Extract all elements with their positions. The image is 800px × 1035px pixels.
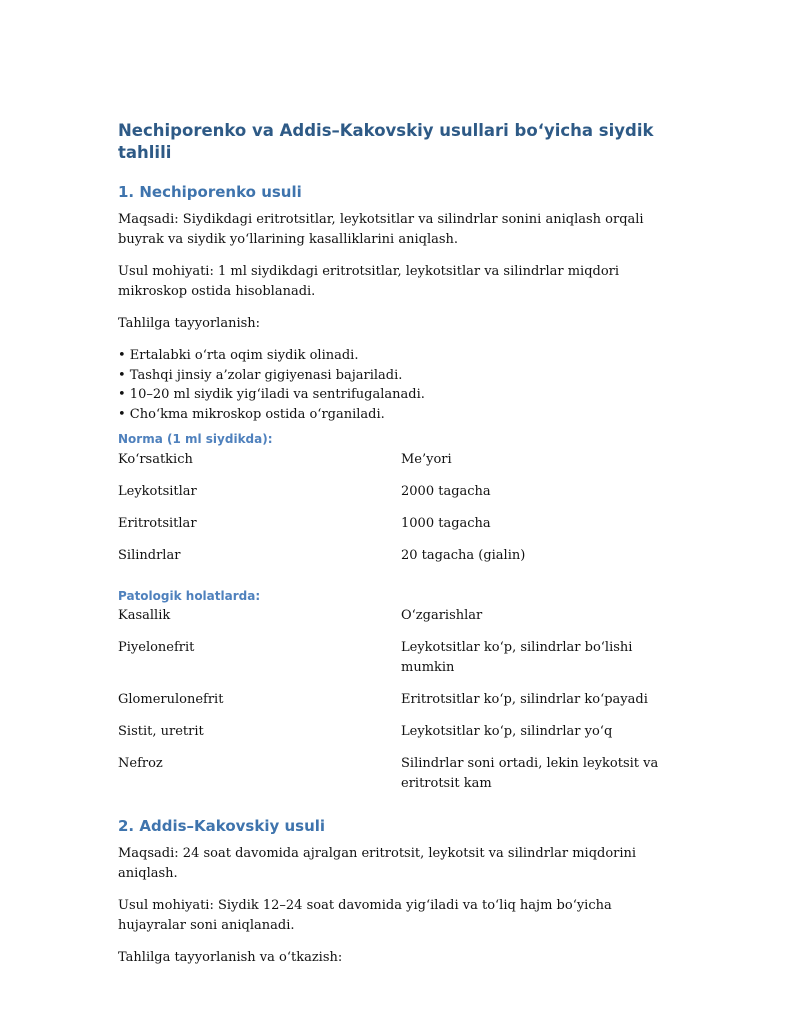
table-cell: Leykotsitlar ko‘p, silindrlar bo‘lishi mumkin [401, 640, 633, 675]
section2-maqsad: Maqsadi: 24 soat davomida ajralgan eritrotsit, leykotsit va silindrlar miqdorini aniqlash. [118, 846, 637, 881]
table-row [118, 690, 678, 710]
table-header-cell: Kasallik [118, 608, 171, 623]
section2-mohiyat: Usul mohiyati: Siydik 12–24 soat davomida yig‘iladi va to‘liq hajm bo‘yicha hujayralar soni aniqlanadi. [118, 898, 612, 933]
table-cell: Nefroz [118, 756, 163, 771]
document-content [118, 120, 678, 968]
table-cell: Sistit, uretrit [118, 724, 204, 739]
table-row [118, 754, 678, 794]
table-cell: 1000 tagacha [401, 516, 491, 531]
list-item: • Tashqi jinsiy a’zolar gigiyenasi bajariladi. [118, 367, 403, 383]
patologik-heading: Patologik holatlarda: [118, 589, 261, 603]
table-cell: Leykotsitlar ko‘p, silindrlar yo‘q [401, 724, 613, 739]
table-cell: Eritrotsitlar ko‘p, silindrlar ko‘payadi [401, 692, 648, 707]
section1-mohiyat: Usul mohiyati: 1 ml siydikdagi eritrotsitlar, leykotsitlar va silindrlar miqdori mikroskop ostida hisoblanadi. [118, 264, 620, 299]
table-header-cell: Ko‘rsatkich [118, 452, 193, 467]
list-item: • Ertalabki o‘rta oqim siydik olinadi. [118, 348, 359, 363]
section1-maqsad: Maqsadi: Siydikdagi eritrotsitlar, leykotsitlar va silindrlar sonini aniqlash orqali buyrak va siydik yo‘llarining kasalliklarini aniqlash. [118, 212, 644, 247]
patologik-table [118, 606, 678, 794]
table-row [118, 722, 678, 742]
table-cell: Leykotsitlar [118, 484, 197, 499]
section2-prep-label: Tahlilga tayyorlanish va o‘tkazish: [118, 950, 343, 965]
list-item: • Cho‘kma mikroskop ostida o‘rganiladi. [118, 406, 385, 422]
table-cell: Silindrlar soni ortadi, lekin leykotsit va eritrotsit kam [401, 756, 659, 791]
table-row [118, 450, 678, 470]
document-title: Nechiporenko va Addis–Kakovskiy usullari bo‘yicha siydik tahlili [118, 121, 654, 162]
table-row [118, 514, 678, 534]
norma-heading: Norma (1 ml siydikda): [118, 432, 273, 446]
table-row [118, 638, 678, 678]
table-cell: Glomerulonefrit [118, 692, 224, 707]
table-header-cell: O‘zgarishlar [401, 608, 483, 623]
list-item: • 10–20 ml siydik yig‘iladi va sentrifugalanadi. [118, 387, 425, 402]
table-row [118, 546, 678, 566]
table-row [118, 482, 678, 502]
norma-table [118, 450, 678, 566]
table-cell: Piyelonefrit [118, 640, 195, 655]
table-header-cell: Me’yori [401, 452, 452, 467]
section2-heading: 2. Addis–Kakovskiy usuli [118, 817, 326, 835]
table-cell: Silindrlar [118, 548, 181, 563]
table-cell: Eritrotsitlar [118, 516, 197, 531]
table-cell: 20 tagacha (gialin) [401, 548, 526, 563]
section1-prep-list [118, 346, 678, 424]
table-cell: 2000 tagacha [401, 484, 491, 499]
section1-prep-label: Tahlilga tayyorlanish: [118, 316, 261, 331]
section1-heading: 1. Nechiporenko usuli [118, 183, 302, 201]
table-row [118, 606, 678, 626]
